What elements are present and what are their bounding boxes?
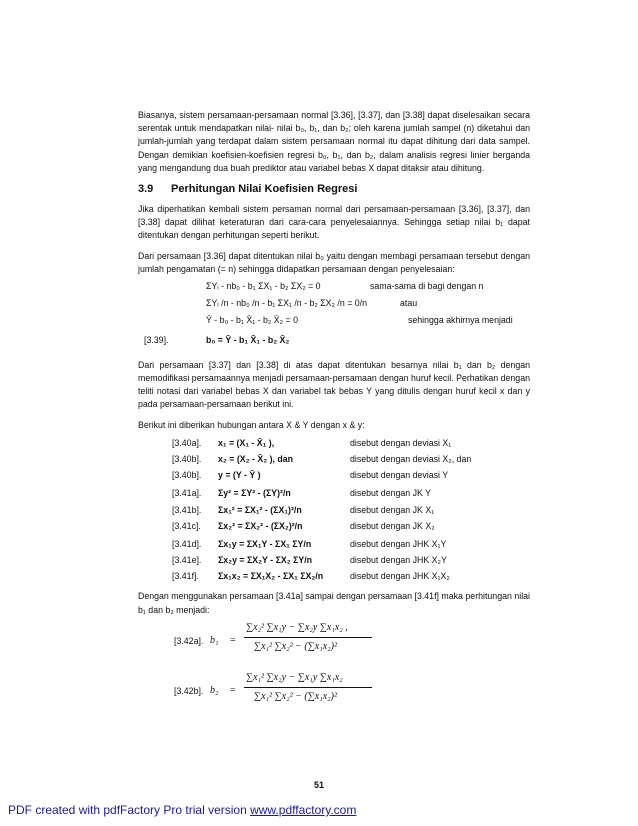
paragraph-5: Dengan menggunakan persamaan [3.41a] sampai dengan persamaan [3.41f] maka perhitungan nilai b₁ dan b₂ menjadi: bbox=[138, 591, 530, 615]
relation-label: [3.41b]. bbox=[172, 504, 202, 515]
relation-label: [3.41a]. bbox=[172, 488, 202, 499]
equals-sign: = bbox=[230, 634, 236, 646]
relation-note: disebut dengan deviasi X₂, dan bbox=[350, 453, 472, 464]
formula-3-42a bbox=[138, 621, 530, 663]
relation-row bbox=[138, 504, 530, 517]
section-heading bbox=[138, 182, 530, 196]
denominator: ∑x₁² ∑x₂² − (∑x₁x₂)² bbox=[254, 640, 337, 652]
equation-row bbox=[138, 297, 530, 310]
fraction-bar bbox=[244, 687, 372, 688]
paragraph-4: Berikut ini diberikan hubungan antara X & Y dengan x & y: bbox=[138, 419, 365, 430]
equation-row bbox=[138, 334, 530, 347]
relation-formula: x₂ = (X₂ - X̄₂ ), dan bbox=[218, 453, 294, 464]
pdf-footer bbox=[8, 803, 356, 817]
equals-sign: = bbox=[230, 684, 236, 696]
relation-label: [3.40b]. bbox=[172, 470, 202, 481]
relation-row bbox=[138, 469, 530, 482]
relation-note: disebut dengan JK X₁ bbox=[350, 504, 435, 515]
relation-label: [3.41f]. bbox=[172, 571, 199, 582]
section-title: Perhitungan Nilai Koefisien Regresi bbox=[171, 183, 358, 196]
relation-label: [3.41e]. bbox=[172, 555, 202, 566]
relation-formula: Σy² = ΣY² - (ΣY)²/n bbox=[218, 488, 291, 499]
page-number: 51 bbox=[313, 780, 324, 790]
relation-note: disebut dengan JHK X₁X₂ bbox=[350, 571, 450, 582]
relation-formula: y = (Y - Ȳ ) bbox=[218, 470, 261, 481]
relation-formula: Σx₁x₂ = ΣX₁X₂ - ΣX₁ ΣX₂/n bbox=[218, 571, 324, 582]
paragraph-1: Jika diperhatikan kembali sistem persaman normal dari persamaan-persamaan [3.36], [3.37], dan [3.38] dapat dilihat keteraturan dari cara-cara penyelesaiannya. Sehingga setiap nilai b₁ dapat ditentukan dengan perhitungan seperti berikut. bbox=[138, 204, 530, 241]
page-content bbox=[138, 109, 530, 713]
relation-formula: Σx₁² = ΣX₁² - (ΣX₁)²/n bbox=[218, 504, 302, 515]
relation-label: [3.40a]. bbox=[172, 437, 202, 448]
relations-group-a bbox=[138, 437, 530, 483]
relation-label: [3.41c]. bbox=[172, 520, 201, 531]
equation-note: sehingga akhirnya menjadi bbox=[408, 315, 513, 326]
numerator: ∑x₁² ∑x₂y − ∑x₁y ∑x₁x₂ bbox=[246, 671, 343, 683]
equation: ΣYᵢ /n - nb₀ /n - b₁ ΣX₁ /n - b₂ ΣX₂ /n = 0/n bbox=[206, 298, 368, 309]
relation-label: [3.41d]. bbox=[172, 538, 202, 549]
relation-note: disebut dengan JK X₂ bbox=[350, 520, 435, 531]
relation-row bbox=[138, 554, 530, 567]
numerator: ∑x₂² ∑x₁y − ∑x₂y ∑x₁x₂ , bbox=[246, 621, 348, 633]
formula-lhs: b₁ bbox=[210, 634, 219, 646]
paragraph-3: Dari persamaan [3.37] dan [3.38] di atas dapat ditentukan besarnya nilai b₁ dan b₂ dengan memodifikasi persamaannya menjadi persamaan-persamaan dengan huruf kecil. Perhatikan dengan teliti notasi dari variabel bebas X dan variabel tak bebas Y yang ditulis dengan huruf kecil x dan y pada persamaan-persamaan berikut ini. bbox=[138, 359, 530, 410]
fraction-bar bbox=[244, 637, 372, 638]
relation-row bbox=[138, 453, 530, 466]
relation-note: disebut dengan JHK X₁Y bbox=[350, 538, 447, 549]
relation-label: [3.40b]. bbox=[172, 453, 202, 464]
equation: Ȳ - b₀ - b₁ X̄₁ - b₂ X̄₂ = 0 bbox=[206, 315, 298, 326]
relation-row bbox=[138, 520, 530, 533]
equation-note: atau bbox=[400, 298, 418, 309]
footer-text: PDF created with pdfFactory Pro trial version bbox=[8, 803, 251, 817]
relation-formula: x₁ = (X₁ - X̄₁ ), bbox=[218, 437, 275, 448]
relation-row bbox=[138, 487, 530, 500]
section-number: 3.9 bbox=[138, 183, 154, 196]
relation-note: disebut dengan deviasi X₁ bbox=[350, 437, 452, 448]
formula-3-42b bbox=[138, 671, 530, 713]
formula-label: [3.42b]. bbox=[174, 685, 204, 696]
relation-row bbox=[138, 570, 530, 583]
relation-row bbox=[138, 538, 530, 551]
denominator: ∑x₁² ∑x₂² − (∑x₁x₂)² bbox=[254, 690, 337, 702]
formula-lhs: b₂ bbox=[210, 684, 219, 696]
equation: ΣYᵢ - nb₀ - b₁ ΣX₁ - b₂ ΣX₂ = 0 bbox=[206, 281, 321, 292]
relation-formula: Σx₁y = ΣX₁Y - ΣX₁ ΣY/n bbox=[218, 538, 312, 549]
relations-group-b bbox=[138, 487, 530, 533]
equation-label: [3.39]. bbox=[144, 334, 169, 345]
equation-note: sama-sama di bagi dengan n bbox=[370, 281, 484, 292]
equation-row bbox=[138, 314, 530, 327]
formula-label: [3.42a]. bbox=[174, 635, 204, 646]
relations-group-c bbox=[138, 538, 530, 584]
relation-note: disebut dengan JHK X₂Y bbox=[350, 555, 447, 566]
relation-formula: Σx₂y = ΣX₂Y - ΣX₂ ΣY/n bbox=[218, 555, 313, 566]
relation-note: disebut dengan deviasi Y bbox=[350, 470, 449, 481]
relation-note: disebut dengan JK Y bbox=[350, 488, 432, 499]
equation: b₀ = Ȳ - b₁ X̄₁ - b₂ X̄₂ bbox=[206, 334, 290, 345]
relation-formula: Σx₂² = ΣX₂² - (ΣX₂)²/n bbox=[218, 520, 303, 531]
relation-row bbox=[138, 437, 530, 450]
equation-row bbox=[138, 280, 530, 293]
footer-link[interactable]: www.pdffactory.com bbox=[250, 803, 357, 817]
paragraph-2: Dari persamaan [3.36] dapat ditentukan nilai b₀ yaitu dengan membagi persamaan tersebut dengan jumlah pengamatan (= n) sehingga didapatkan persamaan dengan penyelesaian: bbox=[138, 250, 530, 274]
intro-paragraph: Biasanya, sistem persamaan-persamaan normal [3.36], [3.37], dan [3.38] dapat diselesaikan secara serentak untuk mendapatkan nilai- nilai b₀, b₁, dan b₂; oleh karena jumlah sampel (n) diketahui dan jumlah-jumlah yang terdapat dalam sistem persamaan normal itu dapat dihitung dari data sampel. Dengan demikian koefisien-koefisien regresi b₀, b₁, dan b₂, dalam analisis regresi linier berganda yang mengandung dua buah prediktor atau variabel bebas X dapat ditaksir atau dihitung. bbox=[138, 110, 530, 173]
